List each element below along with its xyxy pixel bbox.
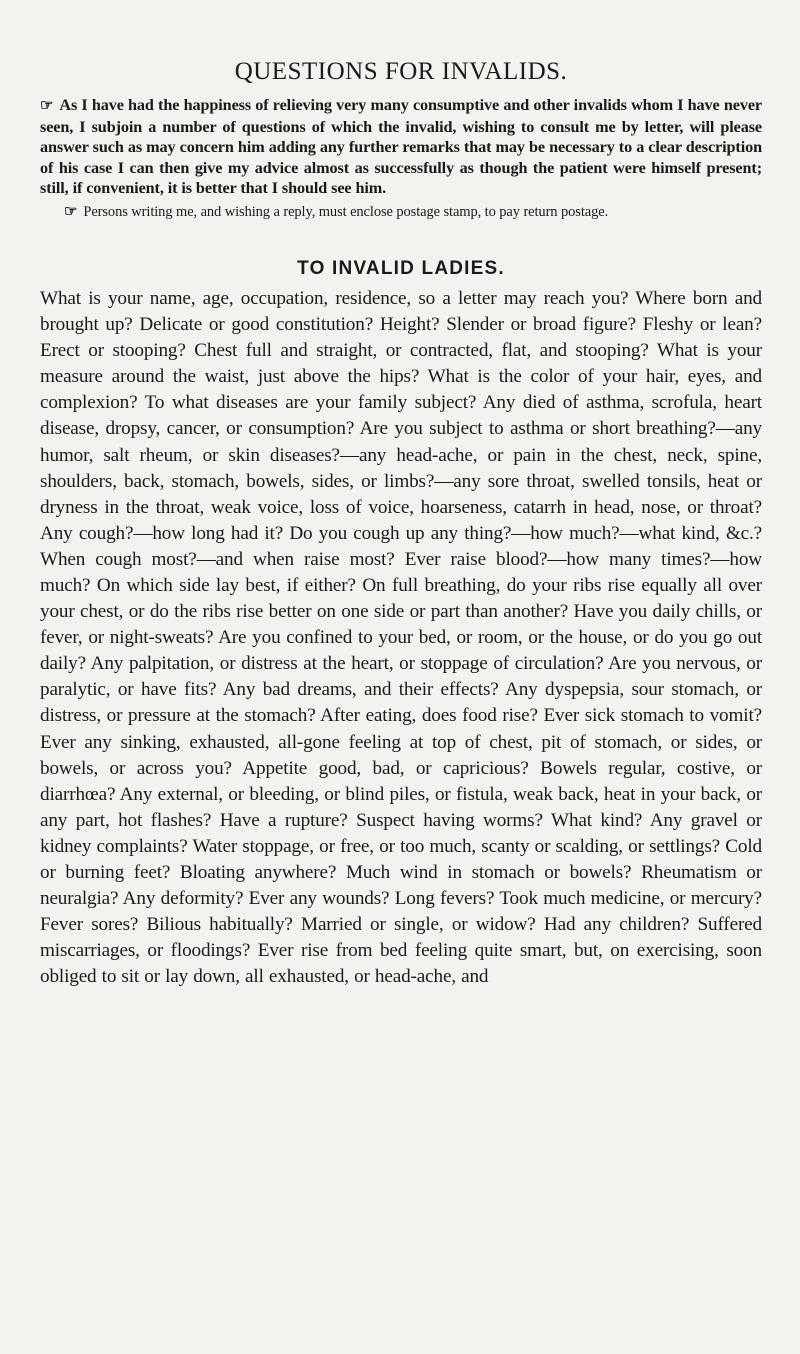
postage-note-text: Persons writing me, and wishing a reply, must enclose postage stamp, to pay return postage. (83, 203, 609, 220)
intro-text: As I have had the happiness of relieving very many consumptive and other invalids whom I have never seen, I subjoin a number of questions of which the invalid, wishing to consult me by letter, will please answer such as may concern him adding any further remarks that may be necessary to a clear description of his case I can then give my advice almost as successfully as though the patient were himself present; still, if convenient, it is better that I should see him. (40, 96, 762, 198)
section-heading: TO INVALID LADIES. (297, 257, 505, 279)
page-title: QUESTIONS FOR INVALIDS. (234, 58, 568, 85)
pointing-hand-icon: ☞ (40, 98, 54, 114)
intro-section (40, 95, 762, 222)
postage-note (40, 203, 762, 222)
pointing-hand-icon: ☞ (64, 203, 78, 220)
intro-paragraph (40, 95, 762, 199)
questions-body: What is your name, age, occupation, residence, so a letter may reach you? Where born and brought up? Delicate or good constitution? Height? Slender or broad figure? Fleshy or lean? Erect or stooping? Chest full and straight, or contracted, flat, and stooping? What is your measure around the waist, just above the hips? What is the color of your hair, eyes, and complexion? To what diseases are your family subject? Any died of asthma, scrofula, heart disease, dropsy, cancer, or consumption? Are you subject to asthma or short breathing?—any humor, salt rheum, or skin diseases?—any head-ache, or pain in the chest, neck, spine, shoulders, back, stomach, bowels, sides, or limbs?—any sore throat, swelled tonsils, heat or dryness in the throat, weak voice, loss of voice, hoarseness, catarrh in head, nose, or throat? Any cough?—how long had it? Do you cough up any thing?—how much?—what kind, &c.? When cough most?—and when raise most? Ever raise blood?—how many times?—how much? On which side lay best, if either? On full breathing, do your ribs rise equally all over your chest, or do the ribs rise better on one side or part than another? Have you daily chills, or fever, or night-sweats? Are you confined to your bed, or room, or the house, or do you go out daily? Any palpitation, or distress at the heart, or stoppage of circulation? Are you nervous, or paralytic, or have fits? Any bad dreams, and their effects? Any dyspepsia, sour stomach, or distress, or pressure at the stomach? After eating, does food rise? Ever sick stomach to vomit? Ever any sinking, exhausted, all-gone feeling at top of chest, pit of stomach, or sides, or bowels, or across you? Appetite good, bad, or capricious? Bowels regular, costive, or diarrhœa? Any external, or bleeding, or blind piles, or fistula, weak back, heat in your back, or any part, hot flashes? Have a rupture? Suspect having worms? What kind? Any gravel or kidney complaints? Water stoppage, or free, or too much, scanty or scalding, or settlings? Cold or burning feet? Bloating anywhere? Much wind in stomach or bowels? Rheumatism or neuralgia? Any deformity? Ever any wounds? Long fevers? Took much medicine, or mercury? Fever sores? Bilious habitually? Married or single, or widow? Had any children? Suffered miscarriages, or floodings? Ever rise from bed feeling quite smart, but, on exercising, soon obliged to sit or lay down, all exhausted, or head-ache, and (40, 287, 762, 988)
